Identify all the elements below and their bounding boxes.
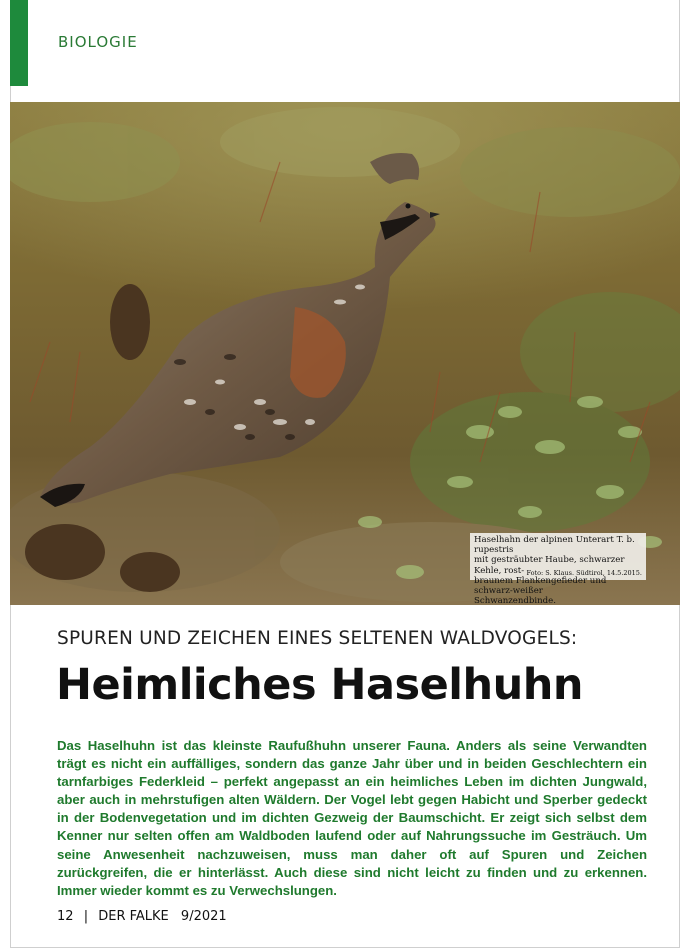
page-number: 12 <box>57 909 74 924</box>
photo-caption <box>470 533 646 607</box>
article-lead: Das Haselhuhn ist das kleinste Raufußhuhn unserer Fauna. Anders als seine Verwandten trägt es nicht ein auffälliges, sondern das ganze Jahr über und in beiden Geschlechtern ein tarnfarbiges Federkleid – perfekt angepasst an ein heimliches Leben im dichten Jungwald, aber auch in mehrstufigen alten Wäldern. Der Vogel lebt gegen Habicht und Sperber gedeckt in der Bodenvegetation und im dichten Gezweig der Baumschicht. Er zeigt sich selbst dem Kenner nur selten offen am Waldboden laufend oder auf Nahrungssuche im Gesträuch. Um seine Anwesenheit nachzuweisen, muss man daher oft auf Spuren und Zeichen zurückgreifen, die er hinterlässt. Auch diese sind nicht leicht zu finden und zu erkennen. Immer wieder kommt es zu Verwechslungen. <box>57 738 647 898</box>
caption-line: mit gesträubter Haube, schwarzer Kehle, rost- <box>474 555 625 576</box>
issue-number: 9/2021 <box>180 909 227 924</box>
footer-separator: | <box>83 909 89 924</box>
hazel-grouse-photo <box>10 102 680 605</box>
caption-line: Schwanzendbinde. <box>474 596 557 607</box>
article-headline: Heimliches Haselhuhn <box>56 660 583 710</box>
section-label: BIOLOGIE <box>58 33 138 51</box>
page-footer <box>57 909 227 924</box>
article-kicker: SPUREN UND ZEICHEN EINES SELTENEN WALDVOGELS: <box>57 628 578 649</box>
photo-credit: Foto: S. Klaus. Südtirol, 14.5.2015. <box>526 568 642 577</box>
bird-photo-icon <box>10 102 680 605</box>
caption-line: Haselhahn der alpinen Unterart T. b. rupestris <box>474 535 635 556</box>
section-color-bar <box>10 0 28 86</box>
caption-line: braunem Flankengefieder und schwarz-weißer <box>474 575 607 597</box>
magazine-name: DER FALKE <box>98 909 169 924</box>
